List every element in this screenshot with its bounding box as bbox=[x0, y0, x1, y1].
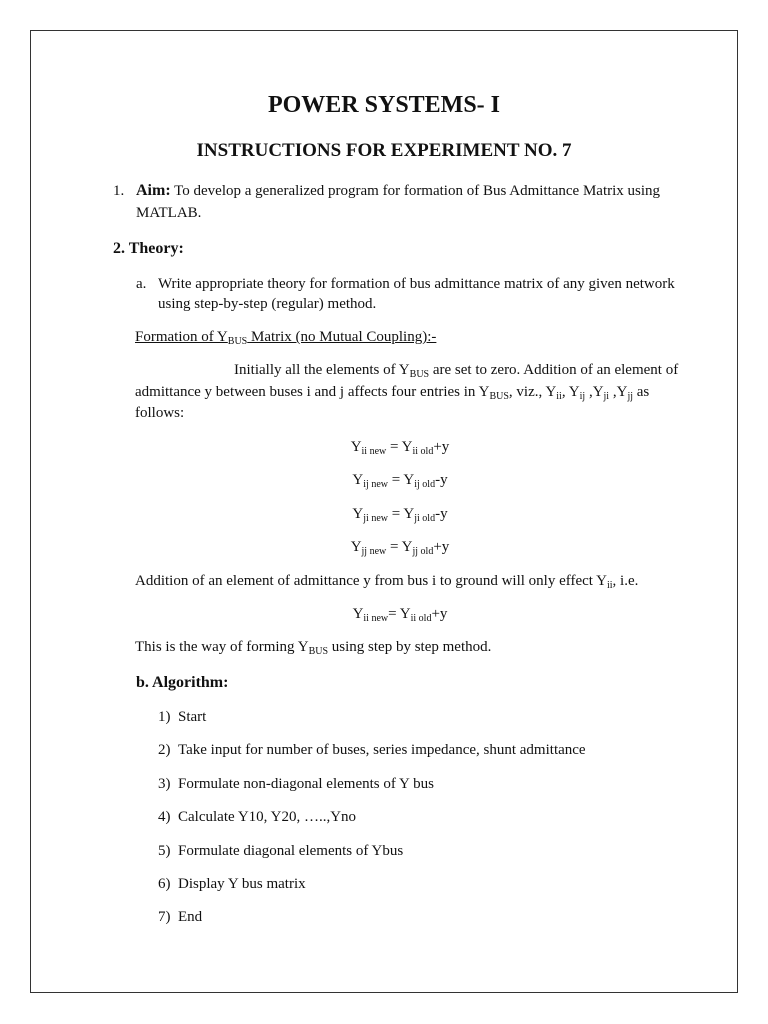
equation-2: $Y_{ij new} = Y_{ij old}-y$ bbox=[352, 472, 448, 490]
ground-equation: $Y_{ii new}= Y_{ii old}+y$ bbox=[352, 606, 448, 624]
algorithm-heading: b. Algorithm: bbox=[136, 674, 229, 691]
algorithm-step-7: 7) End bbox=[158, 909, 203, 925]
theory-item-a-line1: Write appropriate theory for formation of bus admittance matrix of any given network bbox=[158, 276, 675, 292]
ground-line: Addition of an element of admittance y from bus i to ground will only effect $Y_{ii}$, i.e. bbox=[135, 573, 639, 591]
aim-label: Aim: bbox=[136, 182, 171, 199]
algorithm-step-1: 1) Start bbox=[158, 709, 207, 725]
equation-4: $Y_{jj new} = Y_{jj old}+y$ bbox=[350, 539, 450, 557]
formation-heading: Formation of $Y_{BUS}$ Matrix (no Mutual Coupling):- bbox=[135, 329, 437, 347]
document-subtitle: INSTRUCTIONS FOR EXPERIMENT NO. 7 bbox=[196, 140, 572, 161]
aim-text-line2: MATLAB. bbox=[136, 205, 202, 221]
document-title: POWER SYSTEMS- I bbox=[267, 92, 501, 118]
theory-heading: 2. Theory: bbox=[113, 240, 184, 257]
algorithm-step-2: 2) Take input for number of buses, series impedance, shunt admittance bbox=[158, 742, 586, 758]
equation-3: $Y_{ji new} = Y_{ji old}-y$ bbox=[352, 506, 448, 524]
para1-line3: follows: bbox=[135, 405, 185, 421]
algorithm-step-5: 5) Formulate diagonal elements of Ybus bbox=[158, 843, 404, 859]
para1-line2: admittance y between buses i and j affects four entries in $Y_{BUS}$, viz., $Y_{ii}$, $Y_{ij}$ $,Y_{ji}$ $,Y_{jj}$ as bbox=[135, 384, 650, 402]
algorithm-step-3: 3) Formulate non-diagonal elements of Y bus bbox=[158, 776, 434, 792]
algorithm-step-4: 4) Calculate Y10, Y20, …..,Yno bbox=[158, 809, 357, 825]
way-line: This is the way of forming $Y_{BUS}$ using step by step method. bbox=[135, 639, 492, 657]
algorithm-step-6: 6) Display Y bus matrix bbox=[158, 876, 306, 892]
theory-item-a-marker: a. bbox=[136, 276, 147, 292]
aim-number: 1. bbox=[113, 183, 125, 199]
theory-item-a-line2: using step-by-step (regular) method. bbox=[158, 296, 377, 312]
aim-text: To develop a generalized program for formation of Bus Admittance Matrix using bbox=[174, 183, 661, 199]
para1-line1: Initially all the elements of $Y_{BUS}$ are set to zero. Addition of an element of bbox=[234, 362, 679, 380]
aim-paragraph bbox=[136, 180, 677, 202]
equation-1: $Y_{ii new} = Y_{ii old}+y$ bbox=[350, 439, 450, 457]
